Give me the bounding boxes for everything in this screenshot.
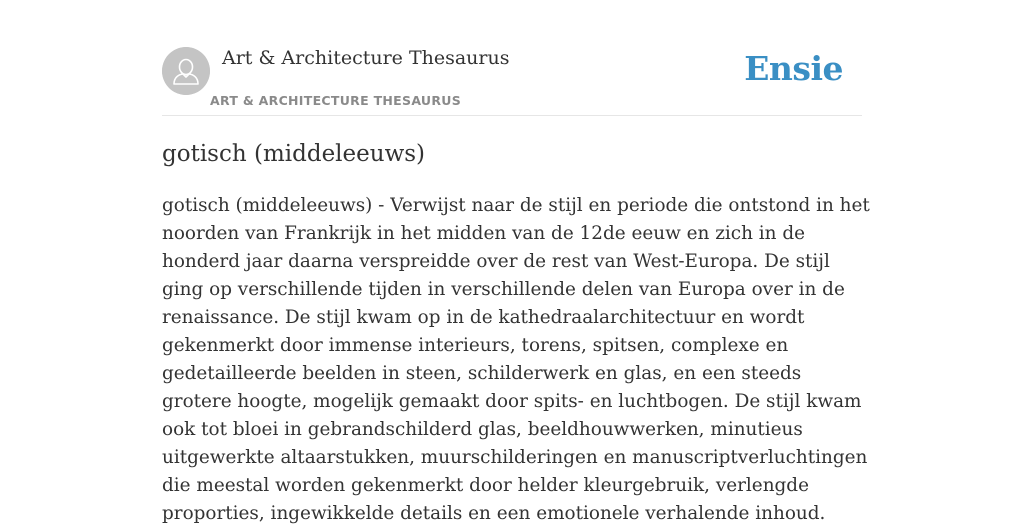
- page-title: gotisch (middeleeuws): [162, 141, 426, 167]
- user-placeholder-icon[interactable]: [162, 47, 210, 95]
- header: [162, 0, 862, 116]
- author-name[interactable]: Art & Architecture Thesaurus: [222, 47, 510, 69]
- page-container: [162, 0, 870, 524]
- site-logo[interactable]: Ensie: [744, 49, 843, 88]
- author-subtitle: ART & ARCHITECTURE THESAURUS: [210, 93, 462, 108]
- article-body: gotisch (middeleeuws) - Verwijst naar de stijl en periode die ontstond in het noorden van Frankrijk in het midden van de 12de eeuw en zich in de honderd jaar daarna verspreidde over de rest van West-Europa. De stijl ging op verschillende tijden in verschillende delen van Europa over in de renaissance. De stijl kwam op in de kathedraalarchitectuur en wordt gekenmerkt door immense interieurs, torens, spitsen, complexe en gedetailleerde beelden in steen, schilderwerk en glas, en een steeds grotere hoogte, mogelijk gemaakt door spits- en luchtbogen. De stijl kwam ook tot bloei in gebrandschilderd glas, beeldhouwwerken, minutieus uitgewerkte altaarstukken, muurschilderingen en manuscriptverluchtingen die meestal worden gekenmerkt door helder kleurgebruik, verlengde proporties, ingewikkelde details en een emotionele verhalende inhoud.: [162, 195, 870, 524]
